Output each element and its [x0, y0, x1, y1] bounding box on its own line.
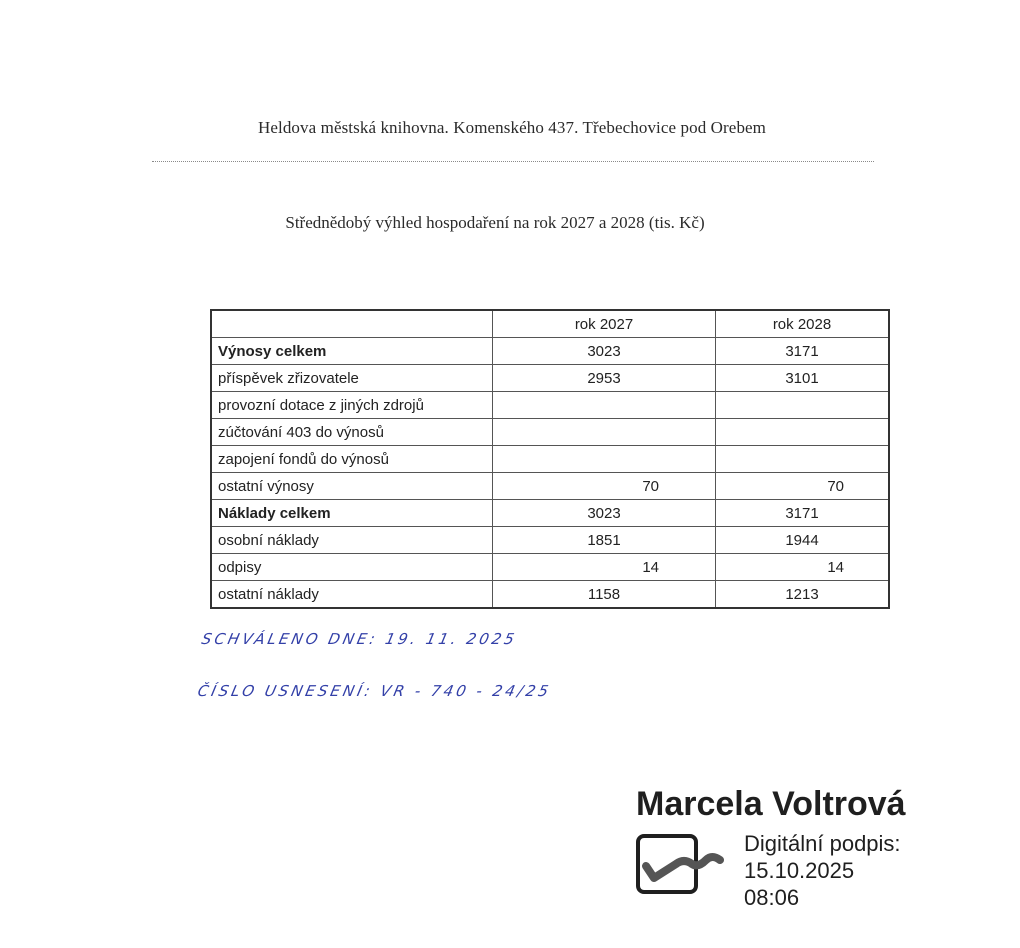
value-2028: 3171	[716, 338, 890, 365]
signature-date: 15.10.2025	[744, 858, 855, 883]
value-2028: 1944	[716, 527, 890, 554]
signature-time: 08:06	[744, 885, 800, 910]
value-2027: 14	[493, 554, 716, 581]
signature-label: Digitální podpis:	[744, 831, 901, 856]
value-2027: 3023	[493, 338, 716, 365]
row-label: odpisy	[211, 554, 493, 581]
value-2028: 70	[716, 473, 890, 500]
signer-name: Marcela Voltrová	[636, 785, 906, 823]
value-2027: 1158	[493, 581, 716, 609]
row-label: provozní dotace z jiných zdrojů	[211, 392, 493, 419]
value-2028	[716, 446, 890, 473]
table-row	[211, 527, 889, 554]
document-title: Střednědobý výhled hospodaření na rok 2027 a 2028 (tis. Kč)	[285, 213, 705, 232]
value-2027: 1851	[493, 527, 716, 554]
value-2027: 2953	[493, 365, 716, 392]
row-label: příspěvek zřizovatele	[211, 365, 493, 392]
handwritten-approval-note: SCHVÁLENO DNE: 19. 11. 2025	[200, 630, 519, 648]
value-2027: 70	[493, 473, 716, 500]
value-2027	[493, 392, 716, 419]
value-2028: 14	[716, 554, 890, 581]
table-row	[211, 554, 889, 581]
table-row	[211, 581, 889, 609]
row-label: Výnosy celkem	[211, 338, 493, 365]
row-label: osobní náklady	[211, 527, 493, 554]
table-row	[211, 338, 889, 365]
table-header-row	[211, 310, 889, 338]
row-label: ostatní výnosy	[211, 473, 493, 500]
value-2028: 3101	[716, 365, 890, 392]
value-2028: 1213	[716, 581, 890, 609]
table-row	[211, 419, 889, 446]
value-2028	[716, 419, 890, 446]
budget-table	[210, 309, 890, 609]
row-label: Náklady celkem	[211, 500, 493, 527]
header-divider	[152, 161, 874, 162]
value-2027	[493, 419, 716, 446]
table-row	[211, 392, 889, 419]
header-cell-2027: rok 2027	[493, 310, 716, 338]
organization-header: Heldova městská knihovna. Komenského 437. Třebechovice pod Orebem	[257, 118, 767, 137]
header-cell-label	[211, 310, 493, 338]
row-label: zúčtování 403 do výnosů	[211, 419, 493, 446]
value-2028	[716, 392, 890, 419]
value-2027: 3023	[493, 500, 716, 527]
value-2027	[493, 446, 716, 473]
table-row	[211, 365, 889, 392]
digital-signature-info	[744, 830, 901, 911]
signature-checkbox-icon	[636, 834, 724, 894]
row-label: ostatní náklady	[211, 581, 493, 609]
table-row	[211, 473, 889, 500]
table-row	[211, 500, 889, 527]
value-2028: 3171	[716, 500, 890, 527]
row-label: zapojení fondů do výnosů	[211, 446, 493, 473]
table-row	[211, 446, 889, 473]
handwritten-resolution-number: ČÍSLO USNESENÍ: VR - 740 - 24/25	[196, 682, 553, 700]
header-cell-2028: rok 2028	[716, 310, 890, 338]
